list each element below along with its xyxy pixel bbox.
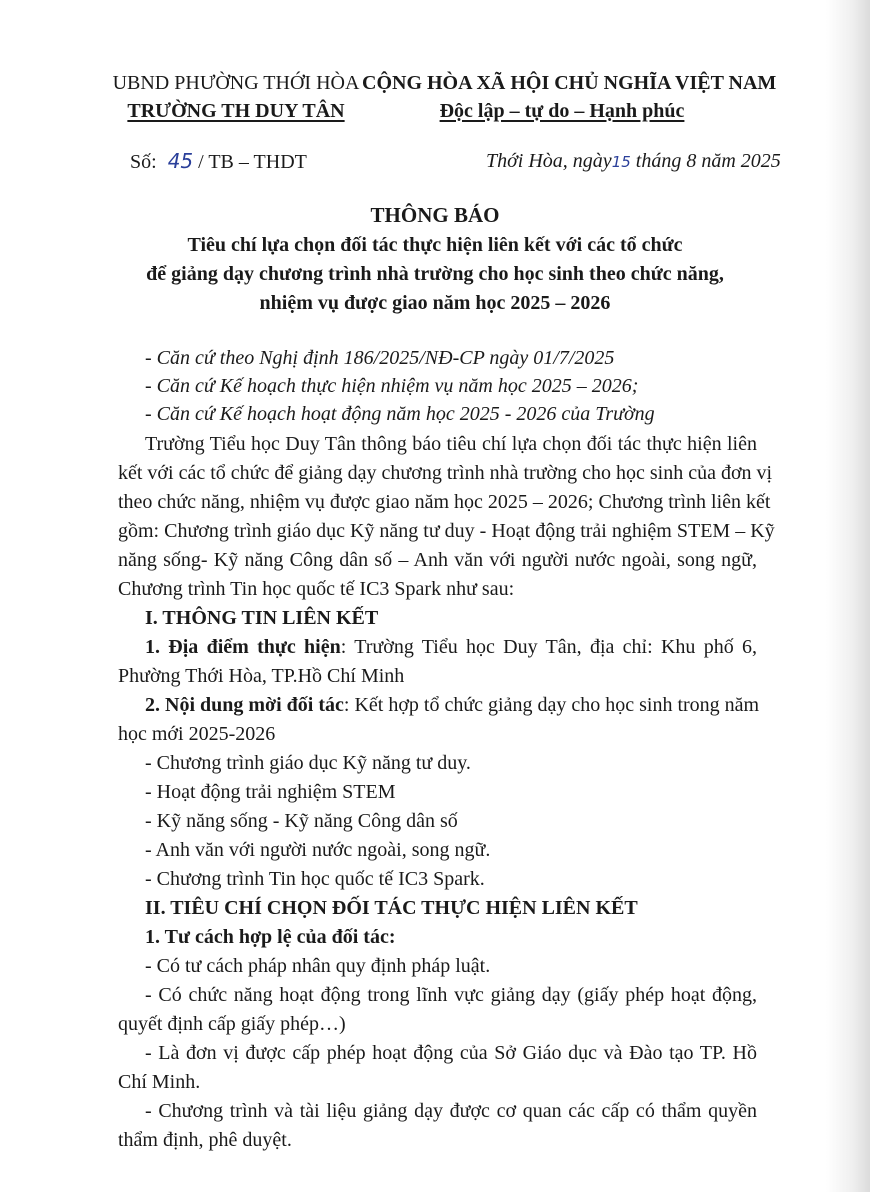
program-item: - Kỹ năng sống - Kỹ năng Công dân số [145, 810, 458, 832]
title-line-1: Tiêu chí lựa chọn đối tác thực hiện liên kết với các tổ chức [187, 234, 683, 256]
section-2-subheading: 1. Tư cách hợp lệ của đối tác: [145, 926, 396, 948]
legal-basis-1: - Căn cứ theo Nghị định 186/2025/NĐ-CP ngày 01/7/2025 [145, 347, 615, 369]
intro-line-1: Trường Tiểu học Duy Tân thông báo tiêu chí lựa chọn đối tác thực hiện liên [145, 433, 757, 455]
issuer-block [112, 69, 360, 125]
document-title: THÔNG BÁO [370, 203, 500, 227]
intro-line-6: Chương trình Tin học quốc tế IC3 Spark như sau: [118, 578, 515, 600]
criterion-4: - Chương trình và tài liệu giảng dạy được cơ quan các cấp có thẩm quyền [145, 1100, 757, 1122]
program-item: - Chương trình giáo dục Kỹ năng tư duy. [145, 752, 471, 774]
intro-line-3: theo chức năng, nhiệm vụ được giao năm học 2025 – 2026; Chương trình liên kết [118, 491, 771, 513]
handwritten-day: 15 [611, 153, 631, 171]
section-1-item-1-cont: Phường Thới Hòa, TP.Hồ Chí Minh [118, 665, 405, 687]
criterion-1: - Có tư cách pháp nhân quy định pháp luật. [145, 955, 491, 977]
item-2-label: 2. Nội dung mời đối tác [145, 694, 344, 716]
handwritten-number: 45 [167, 149, 194, 173]
legal-basis-3: - Căn cứ Kế hoạch hoạt động năm học 2025 - 2026 của Trường [145, 403, 655, 425]
program-item: - Chương trình Tin học quốc tế IC3 Spark. [145, 868, 485, 890]
date-suffix: tháng 8 năm 2025 [635, 150, 781, 172]
program-item: - Hoạt động trải nghiệm STEM [145, 781, 396, 803]
document-number [130, 147, 307, 176]
title-line-3: nhiệm vụ được giao năm học 2025 – 2026 [259, 292, 611, 314]
date-prefix: Thới Hòa, ngày [486, 150, 612, 172]
section-2-heading: II. TIÊU CHÍ CHỌN ĐỐI TÁC THỰC HIỆN LIÊN KẾT [145, 897, 638, 919]
national-motto-block [362, 69, 777, 125]
item-1-text: : Trường Tiểu học Duy Tân, địa chỉ: Khu phố 6, [340, 636, 757, 658]
number-label: Số: [130, 151, 157, 173]
criterion-3: - Là đơn vị được cấp phép hoạt động của Sở Giáo dục và Đào tạo TP. Hồ [145, 1042, 757, 1064]
section-1-heading: I. THÔNG TIN LIÊN KẾT [145, 607, 379, 629]
criterion-4-cont: thẩm định, phê duyệt. [118, 1129, 292, 1151]
intro-line-2: kết với các tổ chức để giảng dạy chương trình nhà trường cho học sinh của đơn vị [118, 462, 773, 484]
program-item: - Anh văn với người nước ngoài, song ngữ. [145, 839, 491, 861]
criterion-2-cont: quyết định cấp giấy phép…) [118, 1013, 346, 1035]
section-1-item-2-cont: học mới 2025-2026 [118, 723, 276, 745]
intro-line-4: gồm: Chương trình giáo dục Kỹ năng tư duy - Hoạt động trải nghiệm STEM – Kỹ [118, 520, 775, 542]
issuer-authority: UBND PHƯỜNG THỚI HÒA [112, 72, 360, 94]
national-motto: Độc lập – tự do – Hạnh phúc [439, 100, 685, 122]
intro-line-5: năng sống- Kỹ năng Công dân số – Anh văn với người nước ngoài, song ngữ, [118, 549, 757, 571]
legal-basis-2: - Căn cứ Kế hoạch thực hiện nhiệm vụ năm học 2025 – 2026; [145, 375, 639, 397]
issuer-school: TRƯỜNG TH DUY TÂN [127, 100, 345, 122]
number-suffix: / TB – THDT [198, 151, 307, 173]
criterion-3-cont: Chí Minh. [118, 1071, 201, 1093]
section-1-item-2 [145, 691, 760, 719]
scan-edge-shadow [826, 0, 870, 1192]
document-date [486, 147, 781, 176]
item-1-label: 1. Địa điểm thực hiện [145, 636, 341, 658]
criterion-2: - Có chức năng hoạt động trong lĩnh vực giảng dạy (giấy phép hoạt động, [145, 984, 757, 1006]
item-2-text: : Kết hợp tổ chức giảng dạy cho học sinh trong năm [343, 694, 760, 716]
title-line-2: để giảng dạy chương trình nhà trường cho học sinh theo chức năng, [146, 263, 724, 285]
section-1-item-1 [145, 633, 757, 661]
national-title: CỘNG HÒA XÃ HỘI CHỦ NGHĨA VIỆT NAM [362, 72, 777, 94]
